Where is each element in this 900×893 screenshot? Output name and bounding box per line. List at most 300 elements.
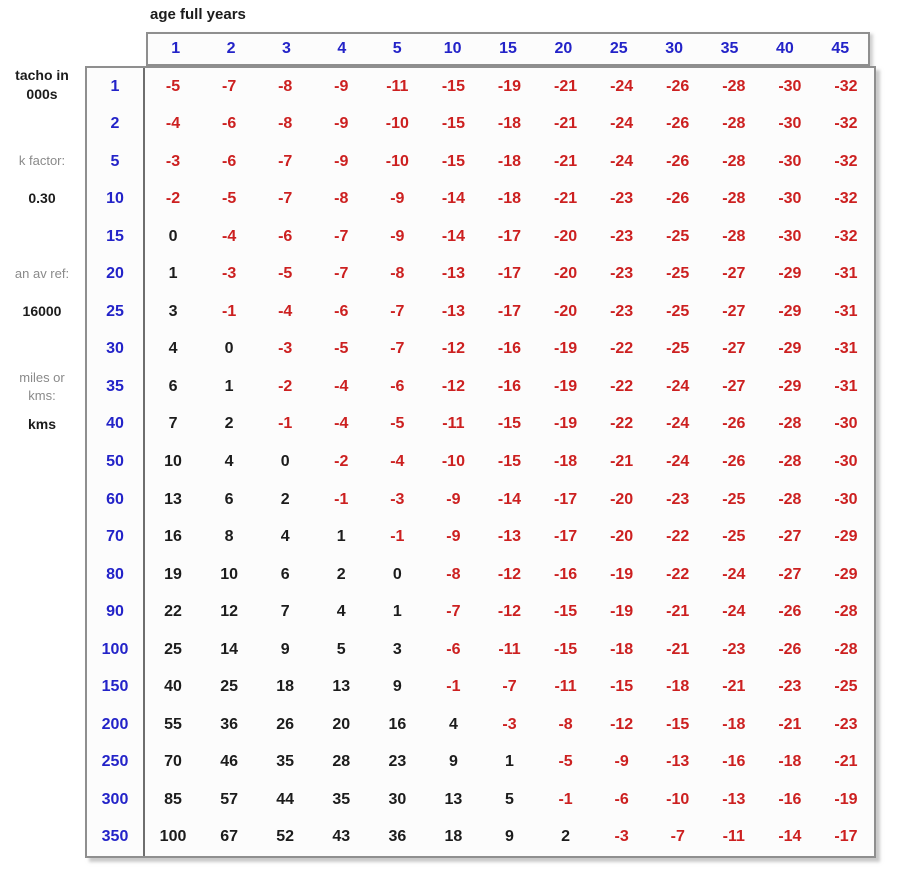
column-header: 45 bbox=[831, 40, 850, 57]
table-cell: -31 bbox=[834, 340, 858, 358]
table-cell: -26 bbox=[666, 115, 690, 133]
row-header: 90 bbox=[87, 593, 145, 631]
table-cell: -30 bbox=[778, 152, 802, 170]
table-cell: -10 bbox=[666, 790, 690, 808]
table-cell: -14 bbox=[441, 190, 465, 208]
table-cell: -18 bbox=[610, 640, 634, 658]
table-cell: -24 bbox=[722, 565, 746, 583]
data-table bbox=[85, 66, 876, 858]
table-cell: -23 bbox=[666, 490, 690, 508]
table-cell: 85 bbox=[164, 790, 182, 808]
table-cell: -14 bbox=[441, 227, 465, 245]
table-cell: -15 bbox=[441, 152, 465, 170]
table-cell: -23 bbox=[610, 190, 634, 208]
table-cell: -28 bbox=[778, 490, 802, 508]
table-cell: -6 bbox=[446, 640, 461, 658]
table-cell: 9 bbox=[392, 678, 402, 696]
table-cell: -28 bbox=[722, 190, 746, 208]
table-cell: -16 bbox=[554, 565, 578, 583]
table-cell: -17 bbox=[554, 528, 578, 546]
table-cell: -15 bbox=[441, 115, 465, 133]
row-header: 350 bbox=[87, 818, 145, 856]
column-header: 10 bbox=[443, 40, 462, 57]
table-cell: 36 bbox=[388, 828, 407, 846]
table-cell: 5 bbox=[336, 640, 346, 658]
table-cell: 57 bbox=[220, 790, 238, 808]
table-cell: 6 bbox=[224, 490, 234, 508]
table-cell: -11 bbox=[722, 828, 745, 846]
table-cell: -15 bbox=[554, 640, 578, 658]
tacho-units-line2: 000s bbox=[26, 85, 58, 102]
table-cell: -30 bbox=[778, 190, 802, 208]
row-header: 20 bbox=[87, 256, 145, 294]
table-cell: -10 bbox=[441, 452, 465, 470]
table-cell: 13 bbox=[332, 678, 351, 696]
table-cell: -32 bbox=[834, 115, 858, 133]
table-cell: 20 bbox=[332, 715, 351, 733]
annual-average-ref-value: 16000 bbox=[22, 302, 62, 319]
annual-average-ref-label: an av ref: bbox=[14, 265, 70, 281]
table-cell: -9 bbox=[614, 753, 629, 771]
table-cell: -30 bbox=[778, 77, 802, 95]
table-cell: -24 bbox=[610, 115, 634, 133]
table-cell: -29 bbox=[834, 565, 858, 583]
table-cell: -18 bbox=[497, 115, 522, 133]
table-cell: -19 bbox=[834, 790, 858, 808]
table-cell: -3 bbox=[614, 828, 629, 846]
table-cell: -7 bbox=[278, 190, 293, 208]
row-header: 15 bbox=[87, 218, 145, 256]
table-cell: -25 bbox=[666, 302, 690, 320]
table-cell: 100 bbox=[159, 828, 187, 846]
tacho-units-label bbox=[0, 66, 84, 104]
row-header: 2 bbox=[87, 106, 145, 144]
table-cell: -8 bbox=[334, 190, 349, 208]
row-header: 30 bbox=[87, 331, 145, 369]
table-cell: -13 bbox=[666, 753, 690, 771]
table-cell: -7 bbox=[446, 603, 461, 621]
table-cell: -9 bbox=[390, 190, 405, 208]
table-cell: 18 bbox=[276, 678, 295, 696]
table-cell: -18 bbox=[722, 715, 746, 733]
table-cell: -19 bbox=[610, 603, 634, 621]
column-header: 30 bbox=[665, 40, 684, 57]
table-cell: -10 bbox=[385, 152, 409, 170]
table-cell: -9 bbox=[446, 490, 461, 508]
table-cell: -21 bbox=[778, 715, 802, 733]
column-header: 1 bbox=[171, 40, 181, 57]
table-cell: -21 bbox=[554, 190, 578, 208]
table-cell: 13 bbox=[444, 790, 463, 808]
table-cell: -15 bbox=[497, 415, 522, 433]
table-cell: -27 bbox=[722, 302, 746, 320]
table-cell: -6 bbox=[390, 377, 405, 395]
table-cell: 52 bbox=[276, 828, 295, 846]
table-cell: -2 bbox=[334, 452, 349, 470]
column-header: 35 bbox=[720, 40, 739, 57]
table-cell: -26 bbox=[666, 77, 690, 95]
table-cell: 19 bbox=[164, 565, 182, 583]
table-cell: 1 bbox=[336, 528, 346, 546]
table-cell: -21 bbox=[722, 678, 746, 696]
table-cell: -26 bbox=[778, 603, 802, 621]
table-cell: -23 bbox=[778, 678, 802, 696]
table-cell: -7 bbox=[334, 265, 349, 283]
table-cell: -18 bbox=[778, 753, 802, 771]
table-cell: -5 bbox=[334, 340, 349, 358]
table-cell: -21 bbox=[834, 753, 858, 771]
table-cell: -28 bbox=[722, 77, 746, 95]
table-cell: -14 bbox=[778, 828, 802, 846]
table-cell: 1 bbox=[505, 753, 514, 771]
table-cell: -7 bbox=[502, 678, 517, 696]
table-cell: -8 bbox=[446, 565, 461, 583]
table-cell: -16 bbox=[497, 377, 522, 395]
table-cell: -27 bbox=[722, 340, 746, 358]
table-cell: 4 bbox=[224, 452, 234, 470]
k-factor-label: k factor: bbox=[18, 152, 66, 168]
table-cell: 0 bbox=[224, 340, 234, 358]
table-cell: -8 bbox=[278, 77, 293, 95]
table-cell: -29 bbox=[778, 265, 802, 283]
table-cell: -27 bbox=[722, 265, 746, 283]
table-cell: -2 bbox=[165, 190, 181, 208]
table-cell: -13 bbox=[497, 528, 522, 546]
table-cell: 0 bbox=[168, 227, 178, 245]
table-cell: -32 bbox=[834, 77, 858, 95]
row-header: 150 bbox=[87, 668, 145, 706]
table-cell: -4 bbox=[165, 115, 181, 133]
table-cell: -20 bbox=[610, 490, 634, 508]
table-cell: -6 bbox=[221, 152, 237, 170]
table-cell: -8 bbox=[278, 115, 293, 133]
table-cell: -23 bbox=[722, 640, 746, 658]
table-cell: -3 bbox=[502, 715, 517, 733]
table-cell: 1 bbox=[168, 265, 178, 283]
table-cell: -17 bbox=[834, 828, 858, 846]
table-cell: -32 bbox=[834, 227, 858, 245]
table-cell: -1 bbox=[390, 528, 405, 546]
row-header: 200 bbox=[87, 706, 145, 744]
tacho-units-line1: tacho in bbox=[15, 67, 69, 83]
table-cell: -8 bbox=[558, 715, 573, 733]
table-cell: 13 bbox=[164, 490, 182, 508]
column-header: 4 bbox=[337, 40, 347, 57]
row-header: 60 bbox=[87, 481, 145, 519]
table-cell: -20 bbox=[554, 265, 578, 283]
table-cell: -19 bbox=[610, 565, 634, 583]
column-header: 15 bbox=[499, 40, 517, 57]
table-cell: -5 bbox=[165, 77, 181, 95]
table-cell: 43 bbox=[332, 828, 351, 846]
table-cell: 25 bbox=[164, 640, 182, 658]
table-cell: -11 bbox=[442, 415, 465, 433]
table-cell: -19 bbox=[554, 377, 578, 395]
table-cell: -21 bbox=[666, 640, 690, 658]
table-cell: 22 bbox=[164, 603, 182, 621]
table-cell: -24 bbox=[666, 377, 690, 395]
table-cell: -3 bbox=[221, 265, 237, 283]
table-cell: -21 bbox=[554, 115, 578, 133]
table-cell: -2 bbox=[278, 377, 293, 395]
table-cell: -31 bbox=[834, 377, 858, 395]
table-cell: 70 bbox=[164, 753, 182, 771]
table-cell: 6 bbox=[168, 377, 178, 395]
table-cell: 40 bbox=[164, 678, 182, 696]
table-cell: 25 bbox=[220, 678, 238, 696]
table-cell: -7 bbox=[334, 227, 349, 245]
table-cell: -17 bbox=[497, 265, 522, 283]
table-cell: -22 bbox=[610, 340, 634, 358]
row-header: 100 bbox=[87, 631, 145, 669]
table-cell: -27 bbox=[778, 528, 802, 546]
table-cell: 10 bbox=[220, 565, 238, 583]
table-cell: -30 bbox=[834, 452, 858, 470]
table-cell: -25 bbox=[834, 678, 858, 696]
row-header: 250 bbox=[87, 743, 145, 781]
table-cell: -28 bbox=[778, 415, 802, 433]
table-cell: -4 bbox=[334, 415, 349, 433]
column-header: 5 bbox=[392, 40, 402, 57]
table-cell: -28 bbox=[778, 452, 802, 470]
table-cell: -24 bbox=[666, 415, 690, 433]
table-cell: -15 bbox=[497, 452, 522, 470]
table-cell: -25 bbox=[722, 528, 746, 546]
row-header: 5 bbox=[87, 143, 145, 181]
table-cell: -22 bbox=[610, 415, 634, 433]
table-cell: 4 bbox=[168, 340, 178, 358]
table-cell: -3 bbox=[278, 340, 293, 358]
table-cell: -7 bbox=[390, 340, 405, 358]
table-cell: -18 bbox=[666, 678, 690, 696]
table-cell: -24 bbox=[722, 603, 746, 621]
table-cell: -1 bbox=[221, 302, 237, 320]
table-cell: 1 bbox=[392, 603, 402, 621]
table-cell: -6 bbox=[334, 302, 349, 320]
table-cell: 4 bbox=[280, 528, 290, 546]
row-header: 35 bbox=[87, 368, 145, 406]
row-header: 25 bbox=[87, 293, 145, 331]
table-cell: 6 bbox=[280, 565, 290, 583]
table-cell: -19 bbox=[554, 415, 578, 433]
table-cell: 16 bbox=[388, 715, 407, 733]
table-cell: -5 bbox=[221, 190, 237, 208]
table-cell: -12 bbox=[610, 715, 634, 733]
table-cell: -28 bbox=[722, 115, 746, 133]
table-cell: -27 bbox=[778, 565, 802, 583]
column-header: 25 bbox=[609, 40, 628, 57]
row-header: 70 bbox=[87, 518, 145, 556]
table-cell: 2 bbox=[336, 565, 346, 583]
table-cell: -29 bbox=[778, 377, 802, 395]
row-header: 40 bbox=[87, 406, 145, 444]
table-cell: -1 bbox=[446, 678, 461, 696]
table-cell: 35 bbox=[276, 753, 295, 771]
table-cell: -4 bbox=[390, 452, 405, 470]
row-header: 50 bbox=[87, 443, 145, 481]
table-cell: -22 bbox=[610, 377, 634, 395]
table-cell: -17 bbox=[554, 490, 578, 508]
table-cell: 7 bbox=[280, 603, 290, 621]
table-cell: 26 bbox=[276, 715, 295, 733]
table-cell: -7 bbox=[221, 77, 237, 95]
table-cell: -16 bbox=[722, 753, 746, 771]
table-cell: -22 bbox=[666, 528, 690, 546]
table-cell: -19 bbox=[497, 77, 522, 95]
table-cell: 8 bbox=[224, 528, 234, 546]
table-cell: -17 bbox=[497, 302, 522, 320]
table-cell: -6 bbox=[278, 227, 293, 245]
table-cell: -31 bbox=[834, 265, 858, 283]
table-cell: 7 bbox=[168, 415, 178, 433]
table-cell: 9 bbox=[448, 753, 458, 771]
table-cell: -6 bbox=[221, 115, 237, 133]
table-cell: 35 bbox=[332, 790, 351, 808]
table-cell: -27 bbox=[722, 377, 746, 395]
distance-units-value: kms bbox=[27, 415, 57, 432]
table-cell: -1 bbox=[558, 790, 573, 808]
table-cell: -5 bbox=[390, 415, 405, 433]
table-cell: 4 bbox=[448, 715, 458, 733]
column-header: 20 bbox=[554, 40, 573, 57]
table-cell: -17 bbox=[497, 227, 522, 245]
table-cell: -30 bbox=[834, 490, 858, 508]
table-cell: 67 bbox=[220, 828, 238, 846]
table-cell: -20 bbox=[610, 528, 634, 546]
table-cell: 28 bbox=[332, 753, 351, 771]
table-cell: -23 bbox=[610, 227, 634, 245]
table-cell: -3 bbox=[390, 490, 405, 508]
table-cell: 55 bbox=[164, 715, 182, 733]
table-cell: -7 bbox=[670, 828, 685, 846]
table-cell: -11 bbox=[498, 640, 521, 658]
table-cell: 16 bbox=[164, 528, 182, 546]
table-cell: -10 bbox=[385, 115, 409, 133]
table-cell: -11 bbox=[386, 77, 409, 95]
table-cell: -30 bbox=[834, 415, 858, 433]
table-cell: -20 bbox=[554, 227, 578, 245]
table-cell: -4 bbox=[334, 377, 349, 395]
table-cell: -16 bbox=[497, 340, 522, 358]
table-cell: -5 bbox=[558, 753, 573, 771]
table-cell: -5 bbox=[278, 265, 293, 283]
table-cell: -20 bbox=[554, 302, 578, 320]
table-cell: -7 bbox=[278, 152, 293, 170]
table-cell: -9 bbox=[334, 115, 349, 133]
table-cell: -23 bbox=[834, 715, 858, 733]
table-cell: -21 bbox=[666, 603, 690, 621]
table-cell: -15 bbox=[441, 77, 465, 95]
table-cell: -8 bbox=[390, 265, 405, 283]
table-cell: -9 bbox=[390, 227, 405, 245]
table-cell: -30 bbox=[778, 115, 802, 133]
table-cell: -1 bbox=[334, 490, 349, 508]
column-header-row bbox=[146, 32, 870, 66]
table-cell: 4 bbox=[336, 603, 346, 621]
table-cell: -7 bbox=[390, 302, 405, 320]
table-cell: -32 bbox=[834, 152, 858, 170]
table-cell: -23 bbox=[610, 302, 634, 320]
table-cell: 46 bbox=[220, 753, 238, 771]
table-cell: -19 bbox=[554, 340, 578, 358]
table-cell: 10 bbox=[164, 452, 182, 470]
table-cell: 9 bbox=[280, 640, 290, 658]
table-cell: -26 bbox=[666, 190, 690, 208]
table-cell: -30 bbox=[778, 227, 802, 245]
side-panel bbox=[0, 66, 84, 858]
table-cell: -26 bbox=[778, 640, 802, 658]
table-cell: -28 bbox=[722, 152, 746, 170]
table-cell: -12 bbox=[497, 603, 522, 621]
table-cell: -28 bbox=[722, 227, 746, 245]
page-title: age full years bbox=[150, 6, 246, 23]
table-cell: -16 bbox=[778, 790, 802, 808]
k-factor-value: 0.30 bbox=[28, 189, 56, 206]
table-cell: 12 bbox=[220, 603, 238, 621]
column-header: 3 bbox=[282, 40, 291, 57]
table-cell: -25 bbox=[666, 265, 690, 283]
table-cell: -26 bbox=[722, 415, 746, 433]
table-cell: 3 bbox=[168, 302, 178, 320]
table-cell: -25 bbox=[722, 490, 746, 508]
table-cell: -24 bbox=[610, 77, 634, 95]
table-cell: -31 bbox=[834, 302, 858, 320]
table-cell: -9 bbox=[334, 152, 349, 170]
table-cell: -12 bbox=[441, 377, 465, 395]
table-cell: -9 bbox=[334, 77, 349, 95]
table-cell: 9 bbox=[505, 828, 514, 846]
table-cell: -29 bbox=[778, 302, 802, 320]
table-cell: -26 bbox=[666, 152, 690, 170]
row-header: 10 bbox=[87, 181, 145, 219]
table-cell: -13 bbox=[722, 790, 746, 808]
table-cell: -21 bbox=[554, 152, 578, 170]
table-cell: -29 bbox=[778, 340, 802, 358]
table-cell: 1 bbox=[224, 377, 234, 395]
table-cell: -24 bbox=[666, 452, 690, 470]
table-cell: 2 bbox=[224, 415, 234, 433]
table-cell: -28 bbox=[834, 640, 858, 658]
table-cell: 23 bbox=[388, 753, 407, 771]
table-cell: -13 bbox=[441, 265, 465, 283]
table-cell: -15 bbox=[610, 678, 634, 696]
table-cell: 0 bbox=[280, 452, 290, 470]
table-cell: -18 bbox=[554, 452, 578, 470]
table-cell: -23 bbox=[610, 265, 634, 283]
table-cell: -25 bbox=[666, 227, 690, 245]
table-cell: 5 bbox=[505, 790, 514, 808]
table-cell: -12 bbox=[497, 565, 522, 583]
table-cell: 0 bbox=[392, 565, 402, 583]
table-cell: -18 bbox=[497, 190, 522, 208]
table-cell: 36 bbox=[220, 715, 238, 733]
table-cell: 30 bbox=[388, 790, 407, 808]
table-cell: -4 bbox=[278, 302, 293, 320]
table-cell: -26 bbox=[722, 452, 746, 470]
table-cell: -13 bbox=[441, 302, 465, 320]
table-cell: -12 bbox=[441, 340, 465, 358]
table-cell: 44 bbox=[276, 790, 295, 808]
table-cell: -4 bbox=[221, 227, 237, 245]
table-cell: -15 bbox=[666, 715, 690, 733]
table-cell: -1 bbox=[278, 415, 293, 433]
row-header: 80 bbox=[87, 556, 145, 594]
table-cell: -14 bbox=[497, 490, 522, 508]
table-cell: 14 bbox=[220, 640, 238, 658]
table-cell: -25 bbox=[666, 340, 690, 358]
table-cell: -29 bbox=[834, 528, 858, 546]
table-cell: -21 bbox=[554, 77, 578, 95]
